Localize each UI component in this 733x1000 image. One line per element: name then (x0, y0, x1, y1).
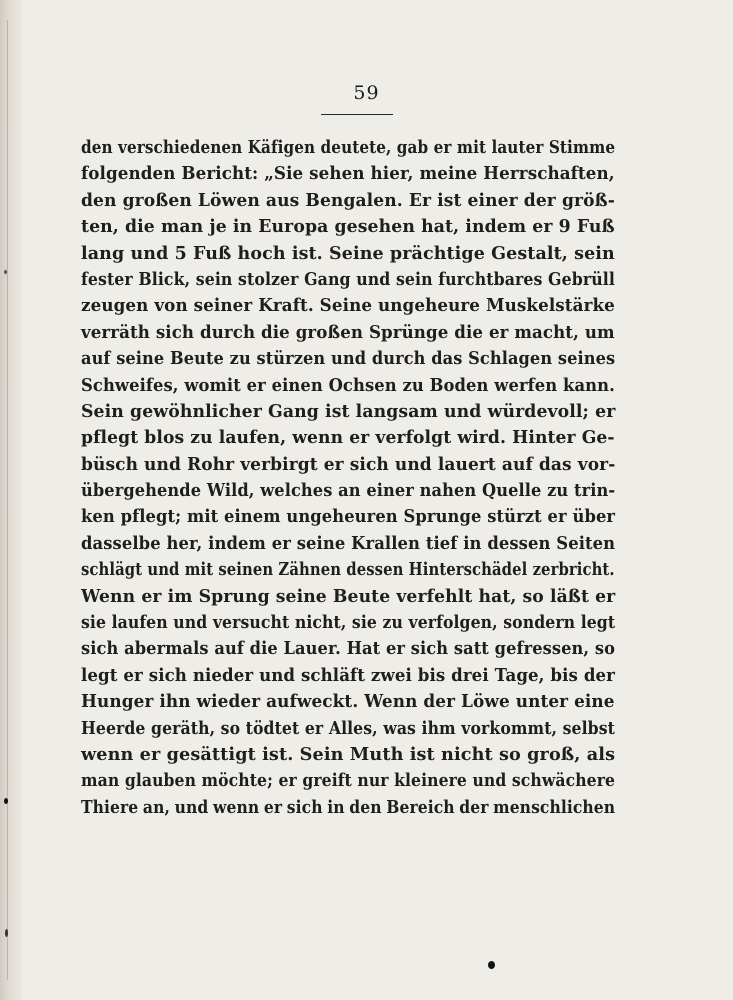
text-line: wenn er gesättigt ist. Sein Muth ist nicht so groß, als (81, 743, 616, 765)
text-line: zeugen von seiner Kraft. Seine ungeheure Muskelstärke (81, 295, 615, 317)
text-line: den großen Löwen aus Bengalen. Er ist einer der größ- (81, 189, 615, 211)
text-line: fester Blick, sein stolzer Gang und sein furchtbares Gebrüll (81, 268, 615, 290)
text-line: Hunger ihn wieder aufweckt. Wenn der Löwe unter eine (81, 691, 615, 713)
ink-speck (5, 929, 8, 937)
ink-speck (4, 798, 8, 804)
text-line: Wenn er im Sprung seine Beute verfehlt hat, so läßt er (81, 585, 616, 607)
body-text (81, 135, 615, 821)
page-number-rule (321, 114, 393, 115)
text-line: sich abermals auf die Lauer. Hat er sich satt gefressen, so (81, 638, 616, 660)
text-line: Schweifes, womit er einen Ochsen zu Boden werfen kann. (81, 374, 615, 396)
ink-speck (488, 961, 495, 969)
text-line: man glauben möchte; er greift nur kleinere und schwächere (81, 770, 616, 792)
text-line: Sein gewöhnlicher Gang ist langsam und würdevoll; er (81, 400, 616, 422)
text-line: schlägt und mit seinen Zähnen dessen Hinterschädel zerbricht. (81, 559, 615, 581)
text-line: sie laufen und versucht nicht, sie zu verfolgen, sondern legt (81, 612, 616, 634)
text-line: legt er sich nieder und schläft zwei bis drei Tage, bis der (81, 664, 616, 686)
text-line: Heerde geräth, so tödtet er Alles, was ihm vorkommt, selbst (81, 717, 615, 739)
text-line: ten, die man je in Europa gesehen hat, indem er 9 Fuß (81, 216, 615, 238)
binding-shadow (0, 0, 22, 1000)
text-line: lang und 5 Fuß hoch ist. Seine prächtige Gestalt, sein (81, 242, 615, 264)
text-line: den verschiedenen Käfigen deutete, gab er mit lauter Stimme (81, 137, 616, 158)
text-line: Thiere an, und wenn er sich in den Bereich der menschlichen (81, 796, 616, 818)
text-line: ken pflegt; mit einem ungeheuren Sprunge stürzt er über (81, 506, 616, 528)
binding-edge (7, 20, 8, 980)
text-line: auf seine Beute zu stürzen und durch das Schlagen seines (81, 348, 616, 370)
text-line: übergehende Wild, welches an einer nahen Quelle zu trin- (81, 480, 616, 502)
page-number: 59 (353, 82, 380, 104)
text-line: büsch und Rohr verbirgt er sich und lauert auf das vor- (81, 453, 616, 475)
text-line: verräth sich durch die großen Sprünge die er macht, um (81, 321, 615, 343)
text-line: pflegt blos zu laufen, wenn er verfolgt wird. Hinter Ge- (81, 427, 615, 449)
text-line: dasselbe her, indem er seine Krallen tief in dessen Seiten (81, 532, 616, 554)
ink-speck (4, 270, 7, 274)
text-line: folgenden Bericht: „Sie sehen hier, meine Herrschaften, (81, 163, 615, 185)
